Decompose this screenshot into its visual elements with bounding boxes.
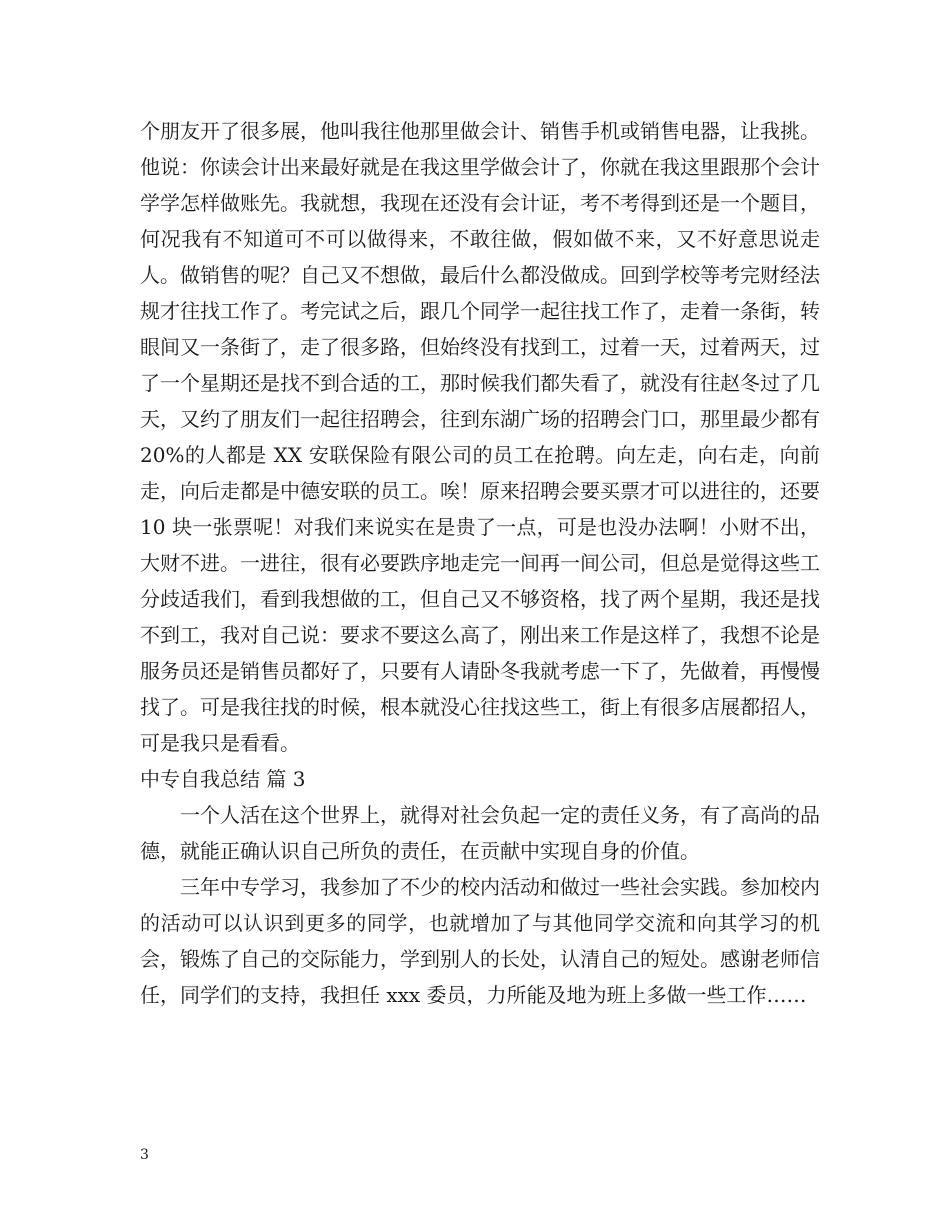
- paragraph-activities: 三年中专学习，我参加了不少的校内活动和做过一些社会实践。参加校内的活动可以认识到更多的同学，也就增加了与其他同学交流和向其学习的机会，锻炼了自己的交际能力，学到别人的长处，认清自己的短处。感谢老师信任，同学们的支持，我担任 xxx 委员，力所能及地为班上多做一些工作……: [140, 875, 820, 1007]
- paragraph-responsibility: 一个人活在这个世界上，就得对社会负起一定的责任义务，有了高尚的品德，就能正确认识自己所负的责任，在贡献中实现自身的价值。: [140, 803, 820, 863]
- page-number: 3: [140, 1147, 149, 1163]
- continuation-paragraph: 个朋友开了很多展，他叫我往他那里做会计、销售手机或销售电器，让我挑。他说：你读会计出来最好就是在我这里学做会计了，你就在我这里跟那个会计学学怎样做账先。我就想，我现在还没有会计证，考不考得到还是一个题目，何况我有不知道可不可以做得来，不敢往做，假如做不来，又不好意思说走人。做销售的呢？自己又不想做，最后什么都没做成。回到学校等考完财经法规才往找工作了。考完试之后，跟几个同学一起往找工作了，走着一条街，转眼间又一条街了，走了很多路，但始终没有找到工，过着一天，过着两天，过了一个星期还是找不到合适的工，那时候我们都失看了，就没有往赵冬过了几天，又约了朋友们一起往招聘会，往到东湖广场的招聘会门口，那里最少都有 20%的人都是 XX 安联保险有限公司的员工在抢聘。向左走，向右走，向前走，向后走都是中德安联的员工。唉！原来招聘会要买票才可以进往的，还要 10 块一张票呢！对我们来说实在是贵了一点，可是也没办法啊！小财不出，大财不进。一进往，很有必要跌序地走完一间再一间公司，但总是觉得这些工分歧适我们，看到我想做的工，但自己又不够资格，找了两个星期，我还是找不到工，我对自己说：要求不要这么高了，刚出来工作是这样了，我想不论是服务员还是销售员都好了，只要有人请卧冬我就考虑一下了，先做着，再慢慢找了。可是我往找的时候，根本就没心往找这些工，街上有很多店展都招人，可是我只是看看。: [140, 119, 820, 755]
- section-heading: 中专自我总结 篇 3: [140, 767, 306, 791]
- body-text: [140, 113, 820, 1013]
